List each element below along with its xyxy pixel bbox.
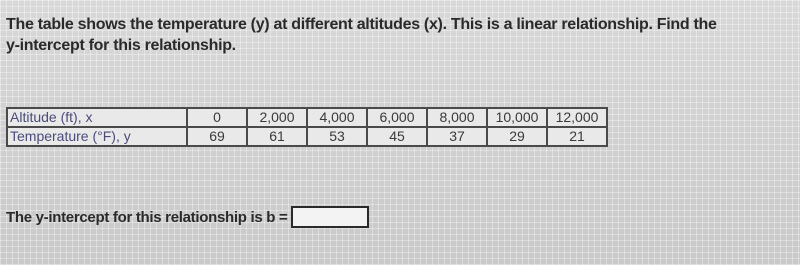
row-label-temperature: Temperature (°F), y: [7, 127, 187, 146]
table-cell: 45: [367, 127, 427, 146]
question-line-1: The table shows the temperature (y) at different altitudes (x). This is a linear relationship. Find the: [6, 16, 717, 33]
table-row-temperature: [7, 127, 607, 146]
table-cell: 29: [487, 127, 547, 146]
table-cell: 4,000: [307, 108, 367, 127]
table-cell: 8,000: [427, 108, 487, 127]
answer-line: [6, 206, 369, 228]
table-cell: 2,000: [247, 108, 307, 127]
table-cell: 12,000: [547, 108, 607, 127]
question-text: [6, 14, 791, 56]
answer-prompt: The y-intercept for this relationship is b =: [6, 208, 288, 226]
altitude-temperature-table: [6, 107, 608, 147]
table-cell: 21: [547, 127, 607, 146]
table-cell: 53: [307, 127, 367, 146]
table-cell: 6,000: [367, 108, 427, 127]
table-cell: 0: [187, 108, 247, 127]
answer-input[interactable]: [291, 206, 369, 228]
table-cell: 61: [247, 127, 307, 146]
table-cell: 69: [187, 127, 247, 146]
table-row-altitude: [7, 108, 607, 127]
table-cell: 10,000: [487, 108, 547, 127]
table-cell: 37: [427, 127, 487, 146]
row-label-altitude: Altitude (ft), x: [7, 108, 187, 127]
question-line-2: y-intercept for this relationship.: [6, 37, 236, 54]
